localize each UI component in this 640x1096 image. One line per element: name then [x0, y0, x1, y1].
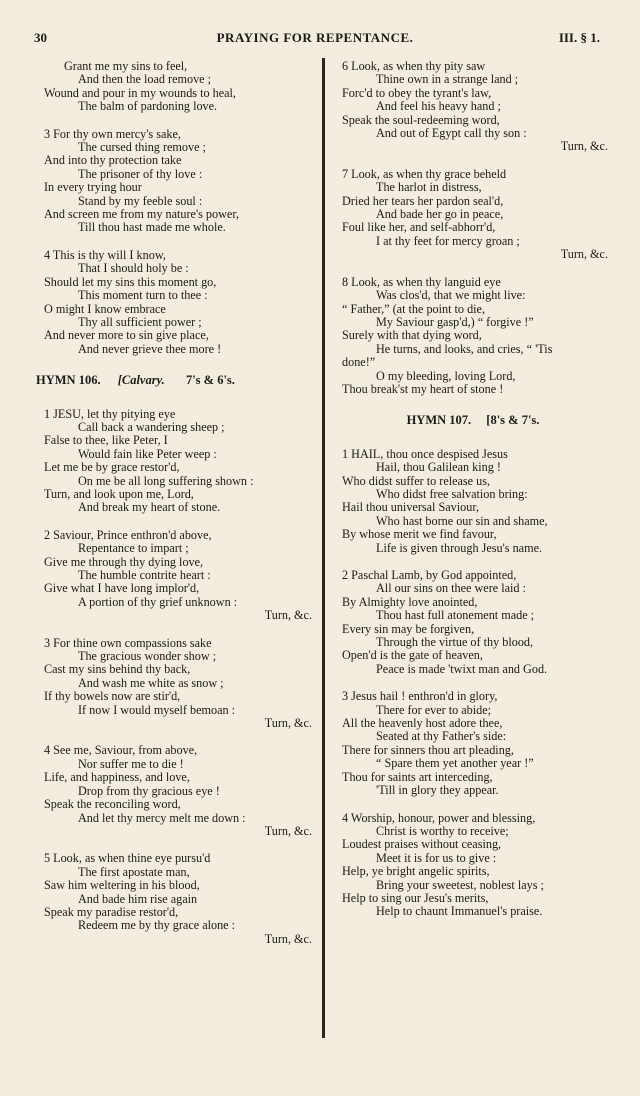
verse-line: The harlot in distress,: [376, 180, 482, 195]
verse-line: By Almighty love anointed,: [342, 594, 478, 609]
page-title: PRAYING FOR REPENTANCE.: [216, 30, 414, 45]
verse-line: And let thy mercy melt me down :: [78, 810, 246, 825]
verse-line: Foul like her, and self-abhorr'd,: [342, 220, 496, 235]
verse-line: Call back a wandering sheep ;: [78, 419, 225, 434]
verse-line: Wound and pour in my wounds to heal,: [44, 85, 236, 100]
stanza: [36, 529, 316, 623]
verse-line: There for ever to abide;: [376, 702, 492, 717]
verse-line: Hail, thou Galilean king !: [376, 460, 501, 475]
verse-line: Thy all sufficient power ;: [78, 314, 202, 329]
verse-line: Forc'd to obey the tyrant's law,: [342, 85, 492, 100]
chorus-refrain: Turn, &c.: [264, 931, 312, 946]
verse-line: A portion of thy grief unknown :: [78, 594, 238, 609]
verse-line: And out of Egypt call thy son :: [376, 126, 527, 141]
verse-line: 1 JESU, let thy pitying eye: [44, 406, 176, 421]
verse-line: 6 Look, as when thy pity saw: [342, 59, 486, 73]
verse-line: Was clos'd, that we might live:: [376, 288, 526, 303]
verse-line: Give what I have long implor'd,: [44, 581, 200, 596]
verse-line: My Saviour gasp'd,) “ forgive !”: [376, 314, 534, 329]
verse-line: 5 Look, as when thine eye pursu'd: [44, 851, 211, 866]
verse-line: Seated at thy Father's side:: [376, 729, 507, 744]
verse-line: Repentance to impart ;: [78, 541, 189, 556]
verse-line: There for sinners thou art pleading,: [342, 742, 514, 757]
verse-line: And then the load remove ;: [78, 72, 212, 87]
stanza: [36, 60, 316, 114]
hymn-tune: [Calvary.: [117, 373, 165, 388]
verse-line: Thou break'st my heart of stone !: [342, 381, 504, 396]
verse-line: False to thee, like Peter, I: [44, 433, 168, 448]
verse-line: Every sin may be forgiven,: [342, 621, 475, 636]
verse-line: Who didst free salvation bring:: [376, 486, 528, 501]
verse-line: O might I know embrace: [44, 301, 166, 316]
verse-line: Thou for saints art interceding,: [342, 769, 493, 784]
verse-line: Who didst suffer to release us,: [342, 473, 491, 488]
verse-line: Through the virtue of thy blood,: [376, 635, 534, 650]
verse-line: 3 For thine own compassions sake: [44, 635, 212, 650]
verse-line: “ Father,” (at the point to die,: [342, 301, 486, 316]
chorus-refrain: Turn, &c.: [264, 716, 312, 731]
verse-line: He turns, and looks, and cries, “ 'Tis: [376, 341, 553, 356]
verse-line: 4 See me, Saviour, from above,: [44, 743, 198, 758]
verse-line: Help to chaunt Immanuel's praise.: [376, 904, 543, 919]
verse-line: And screen me from my nature's power,: [44, 207, 239, 222]
verse-line: Christ is worthy to receive;: [376, 823, 509, 838]
verse-line: Life, and happiness, and love,: [44, 770, 190, 785]
verse-line: Drop from thy gracious eye !: [78, 783, 220, 798]
verse-line: 1 HAIL, thou once despised Jesus: [342, 446, 508, 461]
verse-line: All our sins on thee were laid :: [376, 581, 526, 596]
verse-line: Saw him weltering in his blood,: [44, 878, 200, 893]
verse-line: Open'd is the gate of heaven,: [342, 648, 483, 663]
chorus-refrain: Turn, &c.: [264, 608, 312, 623]
verse-line: By whose merit we find favour,: [342, 527, 497, 542]
verse-line: And break my heart of stone.: [78, 500, 221, 515]
verse-line: The prisoner of thy love :: [78, 166, 203, 181]
verse-line: 4 This is thy will I know,: [44, 247, 166, 262]
verse-line: Who hast borne our sin and shame,: [376, 513, 548, 528]
verse-line: That I should holy be :: [78, 261, 189, 276]
verse-line: The gracious wonder show ;: [78, 649, 217, 664]
verse-line: If thy bowels now are stir'd,: [44, 689, 181, 704]
verse-line: 3 Jesus hail ! enthron'd in glory,: [342, 689, 498, 704]
verse-line: I at thy feet for mercy groan ;: [376, 233, 520, 248]
verse-line: 2 Paschal Lamb, by God appointed,: [342, 568, 517, 582]
verse-line: Surely with that dying word,: [342, 328, 482, 343]
stanza: [36, 852, 316, 946]
hymn-meter: 7's & 6's.: [185, 373, 235, 388]
hymn-106-heading: [36, 374, 316, 387]
chorus-refrain: Turn, &c.: [560, 139, 608, 154]
stanza: [334, 276, 612, 397]
stanza: [334, 60, 612, 154]
verse-line: Thou hast full atonement made ;: [376, 608, 535, 623]
verse-line: 4 Worship, honour, power and blessing,: [342, 810, 536, 825]
verse-line: The cursed thing remove ;: [78, 140, 206, 155]
verse-line: And never more to sin give place,: [44, 328, 209, 343]
stanza: [36, 637, 316, 731]
verse-line: 'Till in glory they appear.: [376, 783, 499, 798]
page-number: 30: [34, 30, 47, 45]
verse-line: Give me through thy dying love,: [44, 554, 204, 569]
hymn-meter: [8's & 7's.: [486, 413, 540, 428]
stanza: [334, 448, 612, 555]
hymn-106-stanzas: [36, 408, 316, 947]
verse-line: The first apostate man,: [78, 864, 190, 879]
chorus-refrain: Turn, &c.: [560, 247, 608, 262]
stanza: [334, 690, 612, 797]
verse-line: And bade him rise again: [78, 891, 198, 906]
verse-line: “ Spare them yet another year !”: [376, 756, 534, 771]
verse-line: If now I would myself bemoan :: [78, 702, 236, 717]
hymn-107-stanzas: [334, 448, 612, 919]
hymn-107-heading: [334, 414, 612, 427]
verse-line: Till thou hast made me whole.: [78, 220, 226, 235]
verse-line: Life is given through Jesu's name.: [376, 540, 543, 555]
verse-line: Let me be by grace restor'd,: [44, 460, 180, 475]
verse-line: O my bleeding, loving Lord,: [376, 368, 516, 383]
verse-line: Would fain like Peter weep :: [78, 446, 217, 461]
verse-line: And wash me white as snow ;: [78, 675, 224, 690]
verse-line: Peace is made 'twixt man and God.: [376, 661, 548, 676]
hymn-number: HYMN 106.: [36, 373, 101, 388]
verse-line: Loudest praises without ceasing,: [342, 837, 502, 852]
verse-line: 8 Look, as when thy languid eye: [342, 274, 501, 289]
left-column: [36, 60, 316, 960]
verse-line: On me be all long suffering shown :: [78, 473, 254, 488]
verse-line: Should let my sins this moment go,: [44, 274, 217, 289]
hymn-number: HYMN 107.: [406, 413, 472, 428]
stanza: [36, 408, 316, 515]
verse-line: And feel his heavy hand ;: [376, 99, 501, 114]
verse-line: And into thy protection take: [44, 153, 182, 168]
verse-line: Help, ye bright angelic spirits,: [342, 864, 490, 879]
verse-line: 3 For thy own mercy's sake,: [44, 126, 181, 141]
verse-line: Speak the soul-redeeming word,: [342, 112, 500, 127]
verse-line: The balm of pardoning love.: [78, 99, 218, 114]
stanza: [36, 249, 316, 356]
verse-line: 2 Saviour, Prince enthron'd above,: [44, 527, 212, 542]
stanza: [36, 128, 316, 235]
verse-line: Stand by my feeble soul :: [78, 193, 203, 208]
running-header: [30, 30, 600, 50]
column-divider: [322, 58, 325, 1038]
verse-line: Turn, and look upon me, Lord,: [44, 486, 194, 501]
verse-line: Hail thou universal Saviour,: [342, 500, 479, 515]
verse-line: Redeem me by thy grace alone :: [78, 918, 236, 933]
stanza: [334, 812, 612, 919]
verse-line: Speak my paradise restor'd,: [44, 904, 179, 919]
verse-line: Nor suffer me to die !: [78, 756, 184, 771]
section-marker: III. § 1.: [558, 30, 600, 45]
chorus-refrain: Turn, &c.: [264, 823, 312, 838]
verse-line: Grant me my sins to feel,: [64, 59, 188, 73]
verse-line: And bade her go in peace,: [376, 207, 504, 222]
verse-line: Cast my sins behind thy back,: [44, 662, 191, 677]
verse-line: done!”: [342, 355, 376, 370]
stanza: [36, 744, 316, 838]
verse-line: Meet it is for us to give :: [376, 850, 497, 865]
verse-line: All the heavenly host adore thee,: [342, 716, 503, 731]
verse-line: This moment turn to thee :: [78, 288, 208, 303]
verse-line: 7 Look, as when thy grace beheld: [342, 166, 507, 181]
hymn-105-continuation: [36, 60, 316, 356]
verse-line: Dried her tears her pardon seal'd,: [342, 193, 504, 208]
verse-line: Help to sing our Jesu's merits,: [342, 890, 489, 905]
verse-line: Bring your sweetest, noblest lays ;: [376, 877, 544, 892]
verse-line: Speak the reconciling word,: [44, 797, 181, 812]
verse-line: In every trying hour: [44, 180, 142, 195]
verse-line: Thine own in a strange land ;: [376, 72, 519, 87]
right-column: [334, 60, 612, 933]
stanza: [334, 569, 612, 676]
hymn-106-continuation: [334, 60, 612, 396]
verse-line: The humble contrite heart :: [78, 568, 211, 582]
verse-line: And never grieve thee more !: [78, 341, 222, 356]
stanza: [334, 168, 612, 262]
